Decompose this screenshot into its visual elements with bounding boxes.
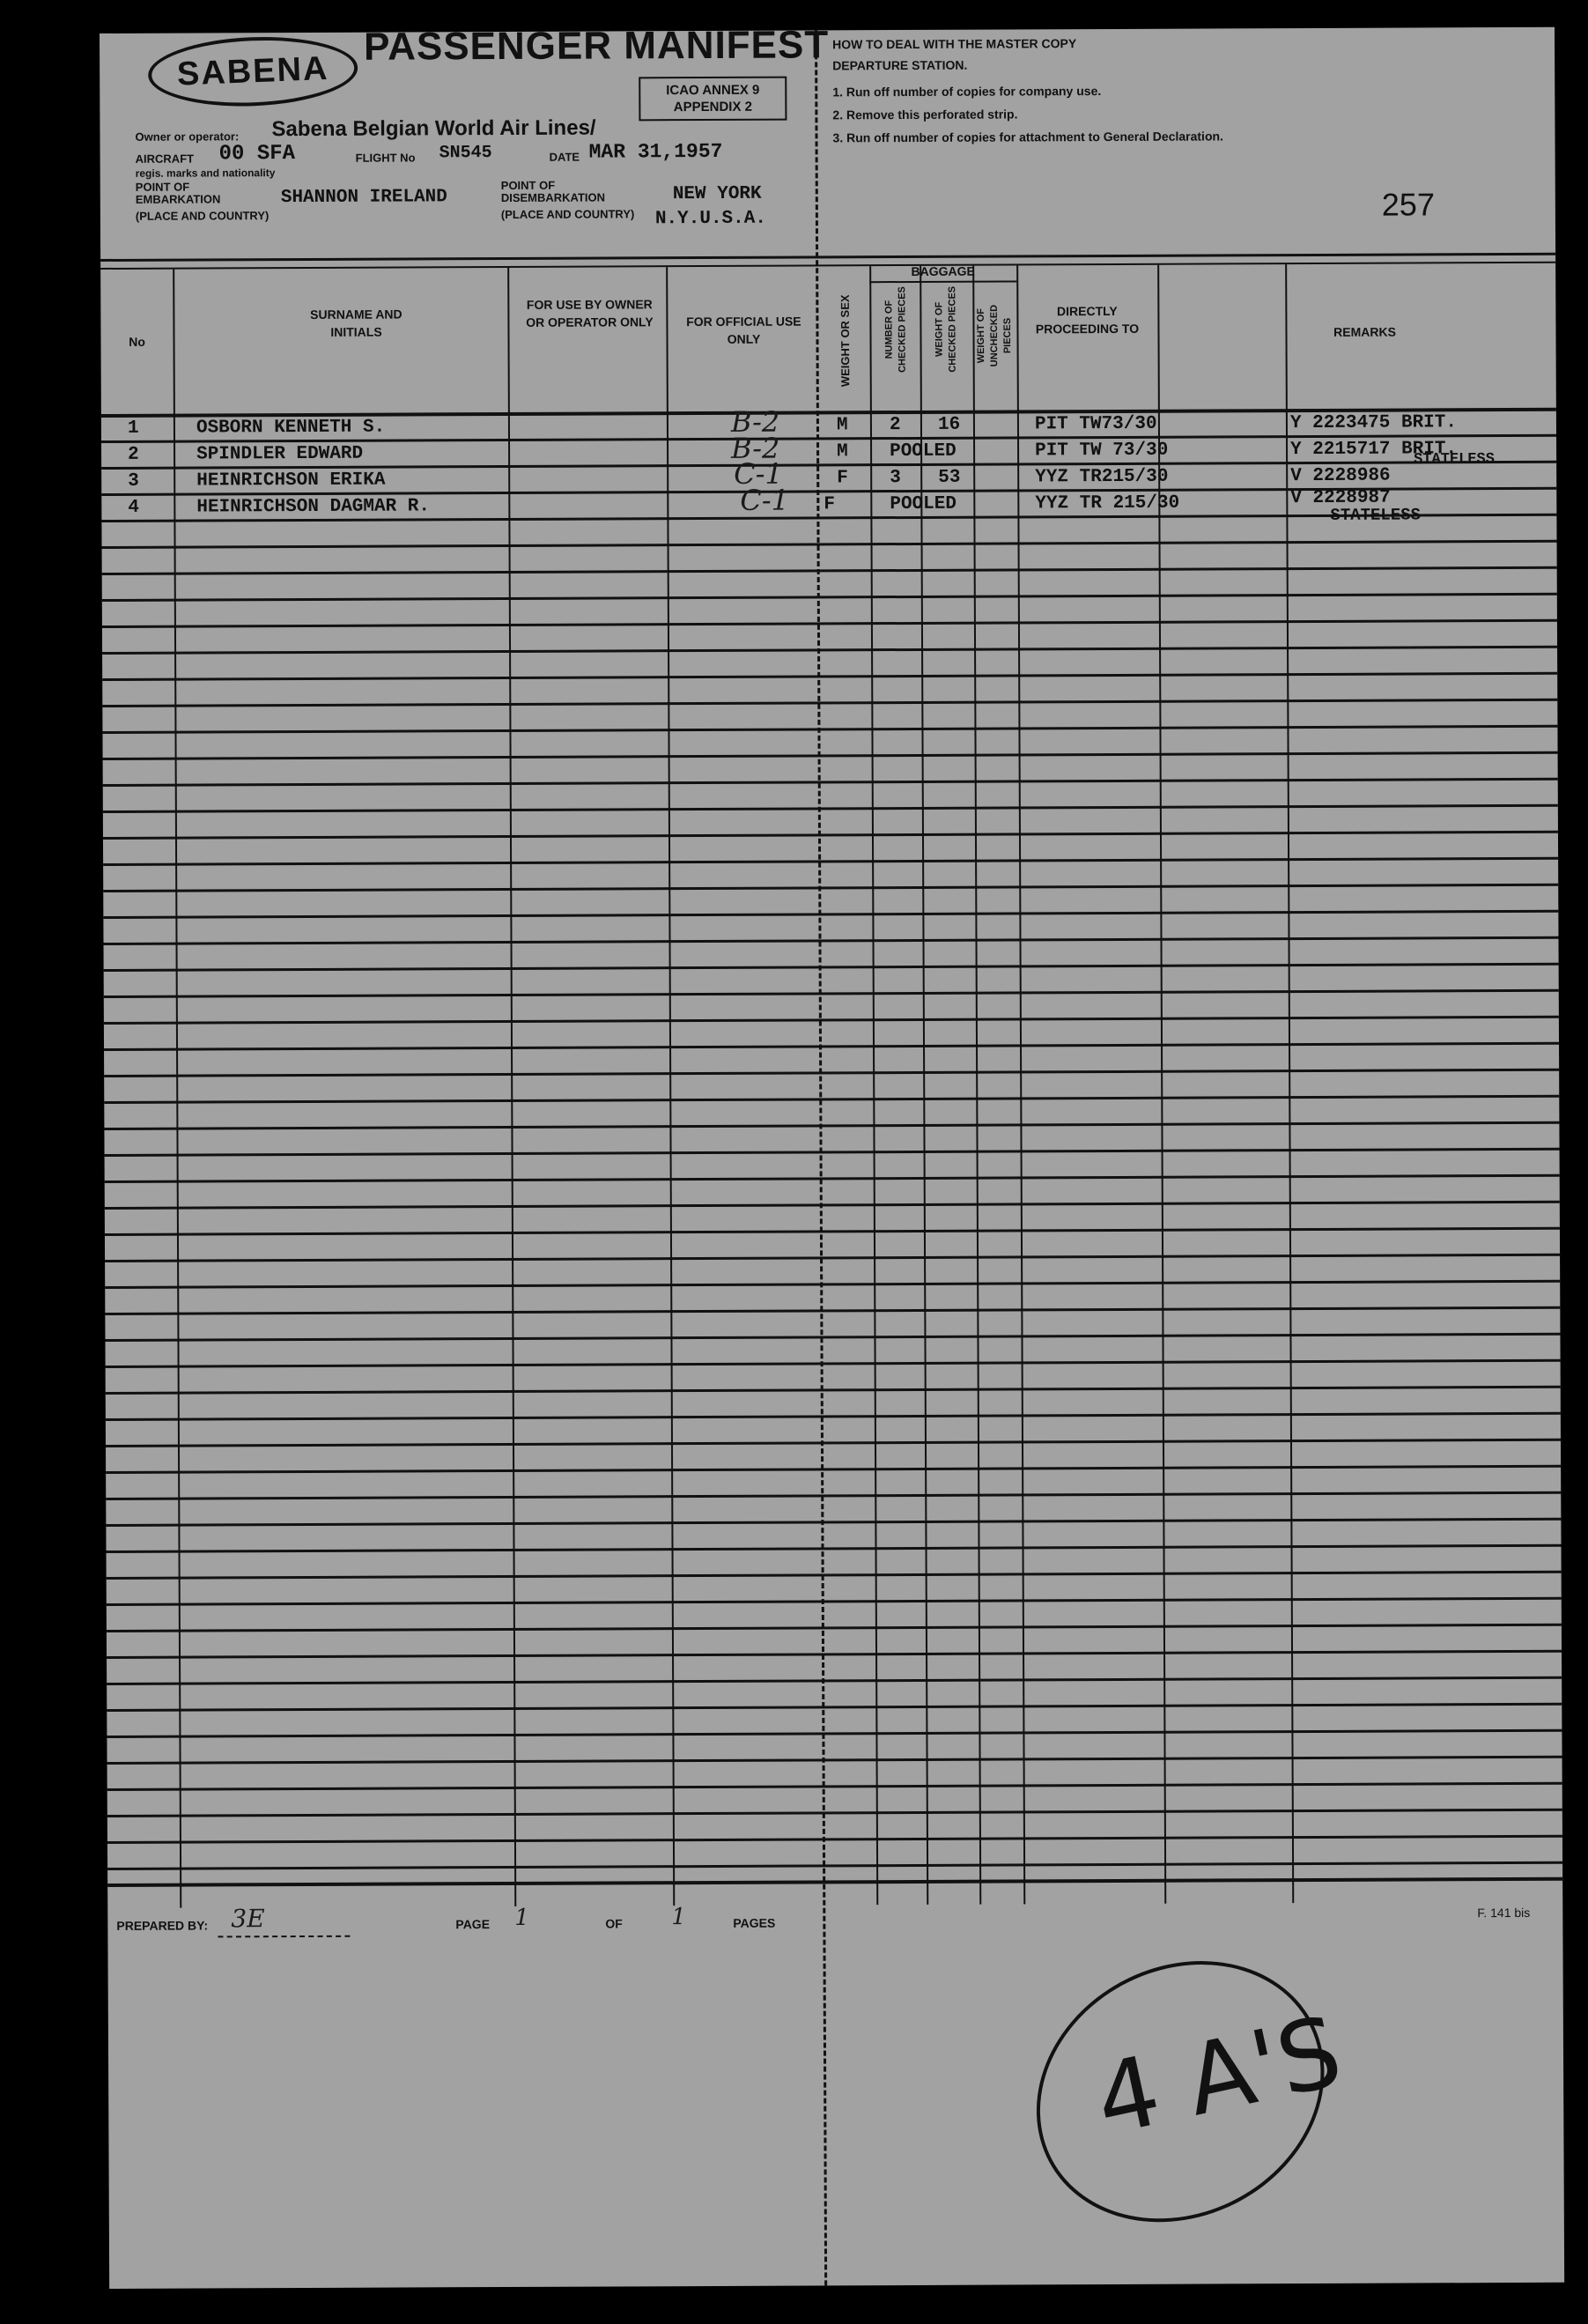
row-4-sex: F (824, 494, 836, 515)
row-rule (104, 1016, 1559, 1025)
row-3-official: C-1 (734, 456, 783, 491)
row-rule (104, 1095, 1559, 1104)
row-3-name: HEINRICHSON ERIKA (196, 470, 386, 492)
aircraft-value: 00 SFA (218, 142, 296, 167)
row-2-official: B-2 (730, 431, 780, 465)
embark-sub: (PLACE AND COUNTRY) (135, 209, 270, 223)
manifest-sheet (100, 23, 1564, 2289)
instruction-3: 2. Remove this perforated strip. (832, 107, 1018, 122)
row-rule (105, 1148, 1560, 1157)
row-rule (107, 1597, 1562, 1606)
row-2-remarks-stateless: STATELESS (1414, 451, 1495, 469)
row-2-sex: M (837, 441, 848, 463)
row-rule (102, 619, 1557, 628)
row-2-name: SPINDLER EDWARD (196, 443, 364, 465)
row-rule (106, 1465, 1561, 1474)
row-rule (102, 540, 1557, 549)
col-divider (1016, 265, 1025, 1904)
table-bottom-rule (107, 1877, 1562, 1887)
row-rule (107, 1729, 1562, 1738)
instruction-4: 3. Run off number of copies for attachment to General Declaration. (832, 129, 1223, 145)
row-rule (102, 593, 1557, 602)
col-header-weight-checked: WEIGHT OF CHECKED PIECES (934, 285, 958, 373)
row-rule (102, 725, 1557, 734)
row-1-sex: M (836, 415, 848, 436)
row-2-proceeding: PIT TW 73/30 (1035, 440, 1169, 462)
col-header-weight-unchecked: WEIGHT OF UNCHECKED PIECES (975, 304, 1014, 367)
row-rule (103, 884, 1558, 892)
row-4-remarks: V 2228987 (1290, 487, 1391, 509)
col-divider (507, 268, 516, 1906)
row-1-no: 1 (127, 418, 139, 439)
row-3-sex: F (837, 468, 848, 489)
page-label: PAGE (455, 1917, 491, 1932)
prepared-by-label: PREPARED BY: (116, 1918, 209, 1933)
row-rule (107, 1809, 1562, 1817)
row-rule (107, 1571, 1562, 1580)
row-rule (105, 1227, 1560, 1236)
row-rule (103, 857, 1558, 866)
circled-annotation-text: 4 A'S (1085, 1995, 1351, 2157)
row-4-pieces: POOLED (890, 493, 957, 515)
of-value: 1 (671, 1904, 686, 1931)
embark-value: SHANNON IRELAND (280, 187, 447, 209)
disembark-sub: (PLACE AND COUNTRY) (500, 207, 635, 222)
col-header-proceeding: DIRECTLY PROCEEDING TO (1035, 303, 1140, 337)
col-header-no: No (129, 334, 145, 349)
row-rule (105, 1174, 1560, 1183)
row-rule (105, 1280, 1560, 1289)
col-divider (173, 270, 181, 1908)
page-number: 257 (1381, 186, 1436, 223)
row-rule (107, 1624, 1562, 1632)
col-header-official-use: FOR OFFICIAL USE ONLY (686, 314, 801, 346)
row-rule (106, 1518, 1561, 1527)
perforated-strip (815, 30, 827, 2285)
row-3-weight: 53 (938, 467, 961, 488)
row-rule (107, 1650, 1562, 1659)
row-rule (107, 1835, 1562, 1844)
col-header-owner-use: FOR USE BY OWNER OR OPERATOR ONLY (526, 297, 654, 329)
row-1-official: B-2 (730, 404, 780, 439)
row-rule (105, 1306, 1560, 1315)
row-rule (103, 751, 1558, 760)
of-label: OF (605, 1916, 623, 1931)
row-1-pieces: 2 (889, 415, 901, 436)
row-2-no: 2 (128, 444, 139, 465)
row-rule (106, 1386, 1561, 1395)
disembark-label: POINT OF DISEMBARKATION (500, 178, 606, 205)
row-rule (102, 672, 1557, 681)
row-rule (103, 804, 1558, 813)
row-3-remarks: V 2228986 (1290, 465, 1391, 487)
row-rule (105, 1201, 1560, 1210)
row-rule (103, 831, 1558, 840)
row-rule (104, 1069, 1559, 1077)
row-4-proceeding: YYZ TR 215/30 (1035, 492, 1180, 514)
flight-value: SN545 (439, 143, 492, 164)
regis-label: regis. marks and nationality (135, 167, 276, 180)
row-rule (107, 1544, 1562, 1553)
row-3-pieces: 3 (890, 468, 901, 489)
date-label: DATE (549, 150, 580, 164)
row-rule (107, 1756, 1562, 1765)
row-1-proceeding: PIT TW73/30 (1034, 413, 1157, 435)
row-rule (105, 1254, 1560, 1262)
row-rule (104, 1121, 1559, 1130)
row-3-no: 3 (128, 470, 139, 492)
owner-label: Owner or operator: (135, 130, 240, 144)
col-header-num-checked: NUMBER OF CHECKED PIECES (883, 286, 908, 373)
page-value: 1 (514, 1904, 529, 1931)
flight-label: FLIGHT No (355, 151, 416, 165)
row-4-remarks-stateless: STATELESS (1330, 505, 1422, 525)
row-rule (104, 963, 1559, 972)
row-4-name: HEINRICHSON DAGMAR R. (196, 496, 431, 518)
instruction-0: HOW TO DEAL WITH THE MASTER COPY (832, 36, 1077, 52)
embark-label: POINT OF EMBARKATION (135, 180, 221, 206)
aircraft-label: AIRCRAFT (135, 152, 195, 166)
row-rule (106, 1359, 1561, 1368)
instruction-2: 1. Run off number of copies for company use. (832, 84, 1102, 100)
sabena-logo: SABENA (147, 33, 359, 110)
col-header-remarks: REMARKS (1333, 324, 1396, 339)
row-rule (104, 989, 1559, 998)
icao-annex-box: ICAO ANNEX 9 APPENDIX 2 (639, 77, 787, 122)
row-rule (102, 566, 1557, 575)
disembark-value: NEW YORK (672, 183, 762, 205)
row-rule (107, 1703, 1562, 1712)
row-2-remarks: Y 2215717 BRIT. (1290, 439, 1458, 461)
row-2-pieces: POOLED (890, 440, 956, 463)
row-rule (102, 646, 1557, 655)
form-code: F. 141 bis (1477, 1905, 1531, 1921)
row-rule (103, 778, 1558, 787)
col-divider (869, 266, 878, 1905)
row-3-proceeding: YYZ TR215/30 (1035, 466, 1169, 488)
prepared-by-line (218, 1935, 350, 1938)
instruction-1: DEPARTURE STATION. (832, 57, 968, 73)
row-rule (107, 1782, 1562, 1791)
row-rule (105, 1333, 1560, 1342)
row-1-weight: 16 (937, 414, 961, 435)
col-divider (1285, 264, 1294, 1903)
row-rule (107, 1676, 1562, 1685)
table-top-rule (100, 253, 1555, 262)
row-rule (106, 1412, 1561, 1421)
row-rule (104, 1042, 1559, 1051)
pages-label: PAGES (733, 1915, 776, 1930)
row-1-name: OSBORN KENNETH S. (196, 417, 386, 439)
col-divider (972, 266, 981, 1905)
row-rule (107, 1861, 1562, 1870)
col-header-baggage: BAGGAGE (911, 263, 975, 278)
row-rule (103, 910, 1558, 919)
col-divider (666, 267, 675, 1906)
row-4-official: C-1 (740, 483, 790, 517)
row-rule (106, 1491, 1561, 1500)
table-top-rule-2 (100, 262, 1555, 270)
row-rule (104, 936, 1559, 945)
row-1-remarks: Y 2223475 BRIT. (1289, 412, 1458, 434)
col-header-surname: SURNAME AND INITIALS (310, 307, 403, 339)
date-value: MAR 31,1957 (588, 139, 723, 164)
row-rule (102, 699, 1557, 707)
row-4-no: 4 (128, 497, 140, 518)
document-title: PASSENGER MANIFEST (363, 23, 830, 69)
row-rule (106, 1439, 1561, 1447)
col-header-weight: WEIGHT OR SEX (838, 294, 853, 388)
disembark-value2: N.Y.U.S.A. (654, 208, 767, 230)
prepared-by-value: 3E (231, 1904, 265, 1934)
owner-value: Sabena Belgian World Air Lines/ (271, 115, 596, 142)
